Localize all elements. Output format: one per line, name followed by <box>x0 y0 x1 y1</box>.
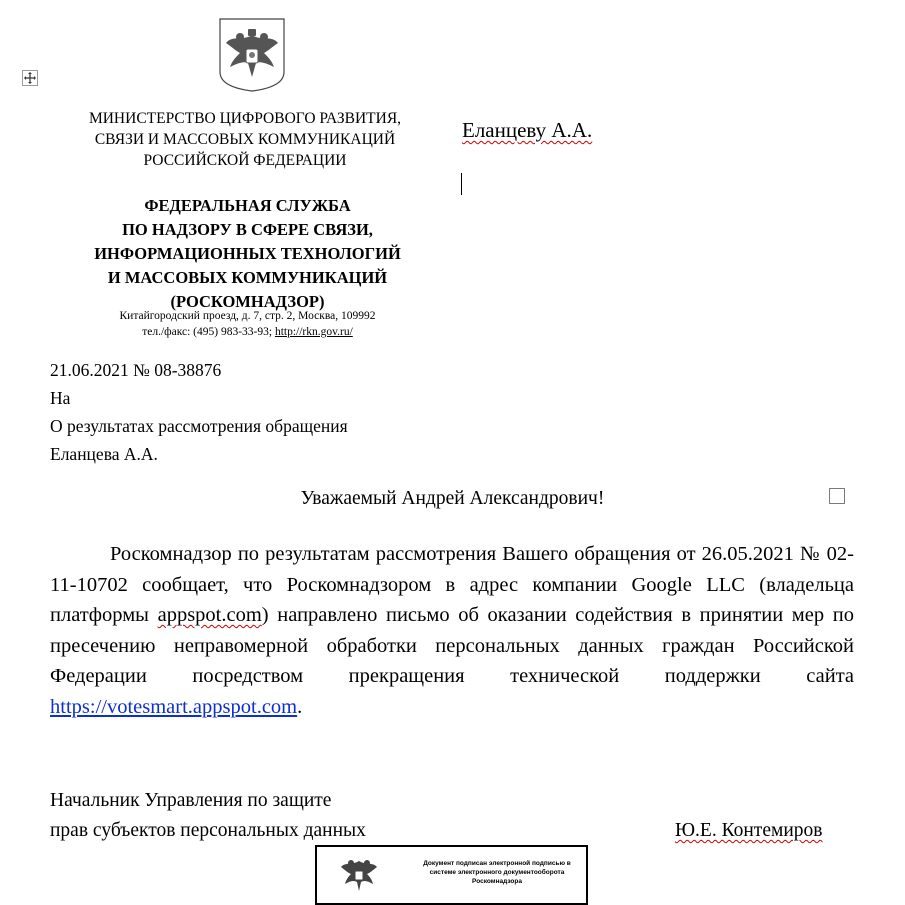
letter-meta <box>50 356 348 468</box>
body-text-part: Роскомнадзор по результатам рассмотрения Вашего обращения от 26.05.2021 № 02-11-10702 сообщает, что Роскомнадзором в адрес компании Google LLC (владельца платформы <box>50 543 854 627</box>
contact-line <box>60 324 435 340</box>
stamp-text <box>407 859 587 886</box>
body-paragraph <box>50 539 854 723</box>
body-text-part: . <box>297 695 303 718</box>
service-line: ПО НАДЗОРУ В СФЕРЕ СВЯЗИ, <box>122 220 373 239</box>
recipient <box>462 118 592 143</box>
signer-name <box>675 816 822 846</box>
website-link[interactable]: http://rkn.gov.ru/ <box>274 326 353 338</box>
signer-title-line: Начальник Управления по защите <box>50 790 332 811</box>
on-label: На <box>50 388 71 408</box>
stamp-line: системе электронного документооборота <box>429 869 565 876</box>
ministry-line: РОССИЙСКОЙ ФЕДЕРАЦИИ <box>143 152 347 169</box>
phone-text: тел./факс: (495) 983-33-93; <box>142 326 275 338</box>
stamp-line: Документ подписан электронной подписью в <box>423 860 571 867</box>
subject-line: О результатах рассмотрения обращения <box>50 416 348 436</box>
service-line: И МАССОВЫХ КОММУНИКАЦИЙ <box>107 268 388 287</box>
signer-title <box>50 786 366 846</box>
ministry-name <box>60 108 430 171</box>
date-number: 21.06.2021 № 08-38876 <box>50 360 222 380</box>
body-text-part: ) направлено письмо об оказании содействия в принятии мер по пресечению неправомерной обработки персональных данных граждан Российской Федерации посредством прекращения технической поддержки сайта <box>50 604 854 688</box>
coat-of-arms-icon <box>218 17 286 92</box>
signer-title-line: прав субъектов персональных данных <box>50 820 366 841</box>
ministry-line: СВЯЗИ И МАССОВЫХ КОММУНИКАЦИЙ <box>94 131 396 148</box>
table-move-handle-icon[interactable] <box>22 70 38 86</box>
ministry-line: МИНИСТЕРСТВО ЦИФРОВОГО РАЗВИТИЯ, <box>88 110 402 127</box>
address-line: Китайгородский проезд, д. 7, стр. 2, Москва, 109992 <box>119 310 376 322</box>
checkbox-icon[interactable] <box>829 488 845 504</box>
text-cursor <box>461 173 462 195</box>
subject-line: Еланцева А.А. <box>50 444 158 464</box>
service-line: ИНФОРМАЦИОННЫХ ТЕХНОЛОГИЙ <box>94 244 401 263</box>
signature-stamp <box>315 845 588 905</box>
greeting: Уважаемый Андрей Александрович! <box>300 488 605 509</box>
service-line: ФЕДЕРАЛЬНАЯ СЛУЖБА <box>144 196 351 215</box>
service-name <box>60 194 435 314</box>
address-block <box>60 308 435 340</box>
stamp-line: Роскомнадзора <box>472 878 522 885</box>
signer-name-text: Ю.Е. Контемиров <box>675 820 823 841</box>
recipient-name: Еланцеву А.А. <box>462 118 593 142</box>
site-link[interactable]: https://votesmart.appspot.com <box>50 695 298 718</box>
stamp-emblem-icon <box>339 853 379 899</box>
service-line: (РОСКОМНАДЗОР) <box>170 292 325 311</box>
platform-name: appspot.com <box>157 604 262 627</box>
